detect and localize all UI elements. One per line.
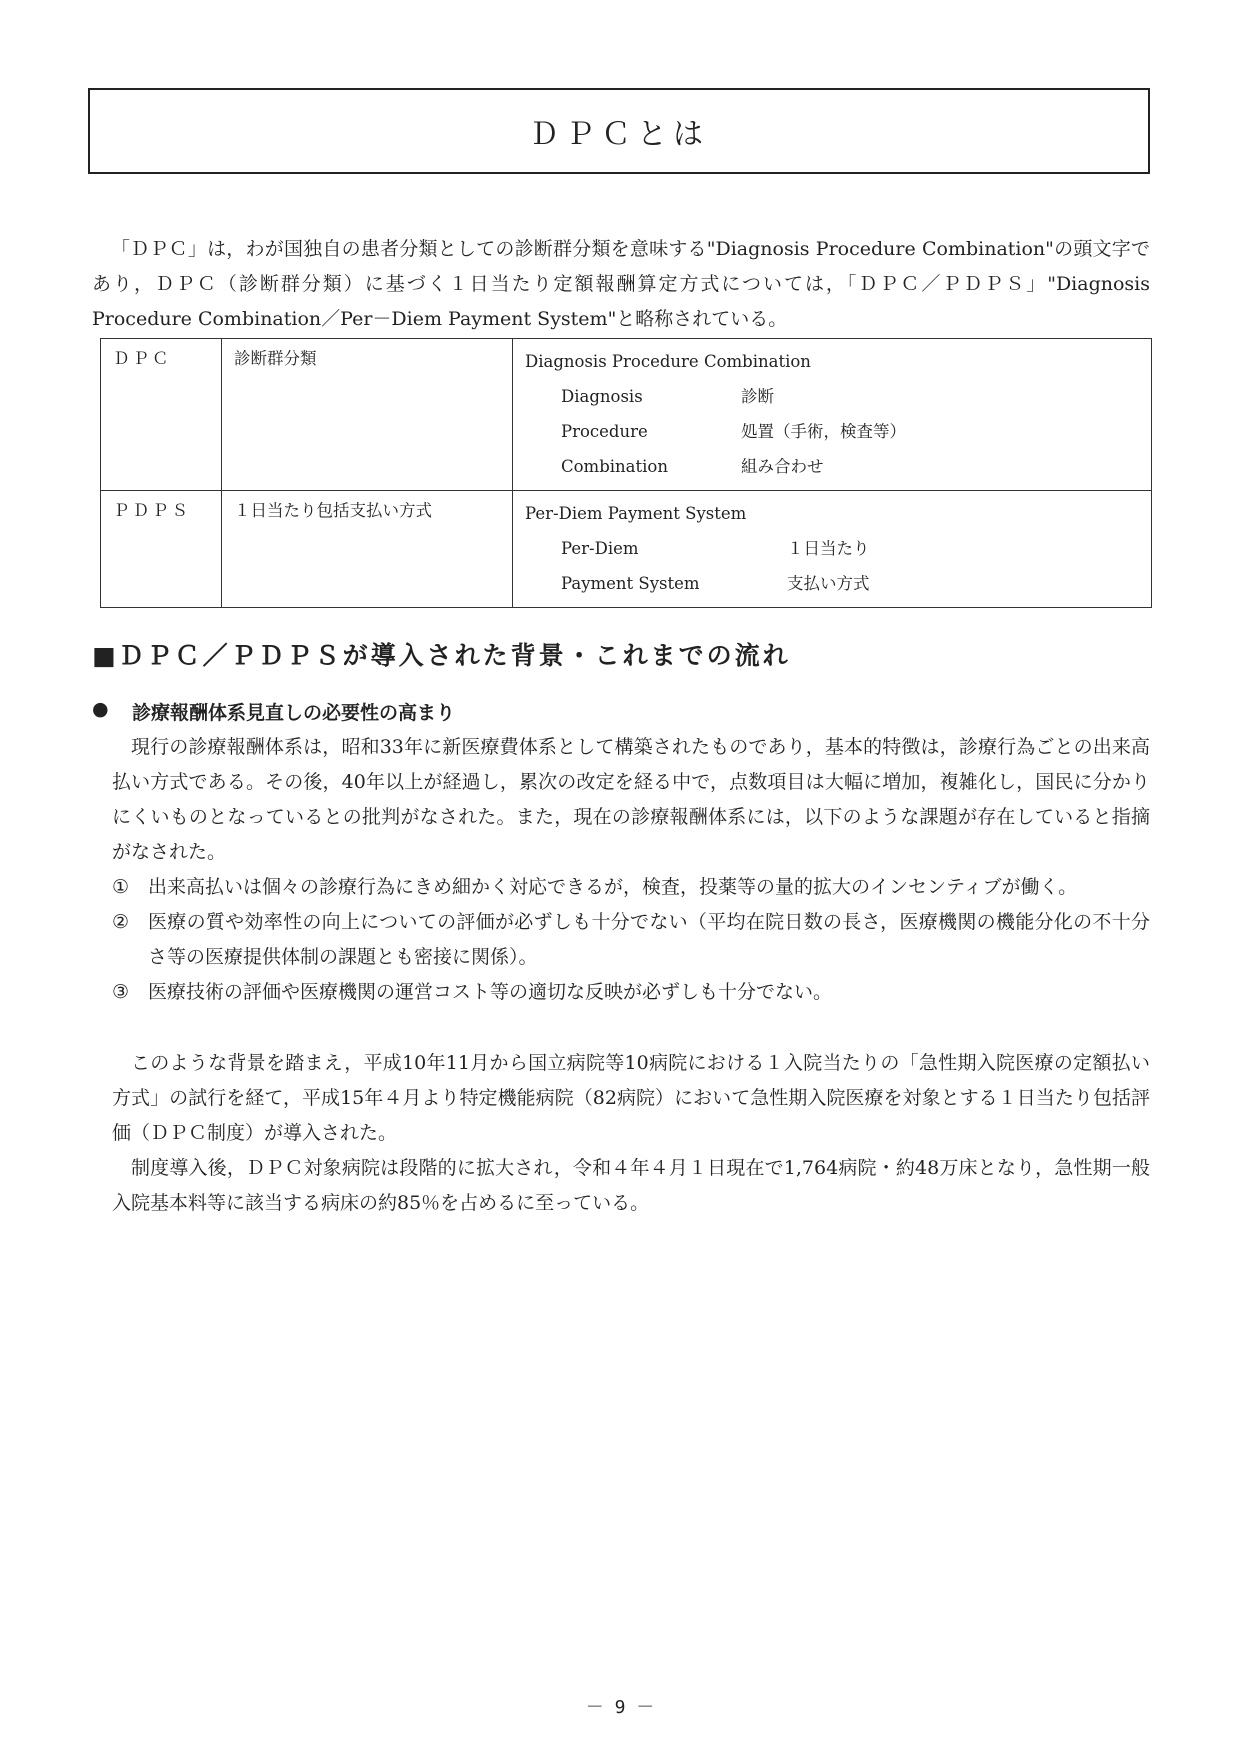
term-part: [561, 449, 1139, 484]
term-part-en: Procedure: [561, 422, 648, 441]
bullet-title: 診療報酬体系見直しの必要性の高まり: [132, 702, 456, 724]
paragraph: このような背景を踏まえ，平成10年11月から国立病院等10病院における１入院当たりの「急性期入院医療の定額払い方式」の試行を経て，平成15年４月より特定機能病院（82病院）において急性期入院医療を対象とする１日当たり包括評価（ＤＰＣ制度）が導入された。: [112, 1052, 1150, 1144]
list-item: [112, 870, 1150, 905]
term-part: [561, 379, 1139, 414]
term-part-ja: 処置（手術，検査等）: [741, 422, 906, 441]
list-item-number: ①: [112, 876, 130, 898]
term-part: [561, 531, 1139, 566]
term-part-ja: 組み合わせ: [741, 457, 824, 476]
page-title-box: [88, 88, 1150, 174]
section-heading: ■ＤＰＣ／ＰＤＰＳが導入された背景・これまでの流れ: [92, 641, 791, 670]
term-part-ja: １日当たり: [787, 539, 870, 558]
term-part-en: Payment System: [561, 574, 700, 593]
term-part-en: Diagnosis: [561, 387, 643, 406]
term-part-en: Combination: [561, 457, 668, 476]
bullet-icon: ●: [92, 698, 109, 720]
paragraph: 現行の診療報酬体系は，昭和33年に新医療費体系として構築されたものであり，基本的特徴は，診療行為ごとの出来高払い方式である。その後，40年以上が経過し，累次の改定を経る中で，点数項目は大幅に増加，複雑化し，国民に分かりにくいものとなっているとの批判がなされた。また，現在の診療報酬体系には，以下のような課題が存在していると指摘がなされた。: [112, 736, 1150, 863]
table-cell-en: [513, 491, 1152, 608]
term-fullname: Diagnosis Procedure Combination: [525, 352, 811, 371]
list-item-text: 出来高払いは個々の診療行為にきめ細かく対応できるが，検査，投薬等の量的拡大のインセンティブが働く。: [148, 876, 1078, 898]
table-cell-ja: １日当たり包括支払い方式: [222, 491, 513, 608]
term-part-ja: 診断: [741, 387, 774, 406]
spacer: [112, 1010, 1150, 1046]
table-cell-abbr: ＰＤＰＳ: [101, 491, 222, 608]
list-item: [112, 975, 1150, 1010]
list-item-text: 医療技術の評価や医療機関の運営コスト等の適切な反映が必ずしも十分でない。: [148, 981, 833, 1003]
table-row: [101, 339, 1152, 491]
term-part: [561, 566, 1139, 601]
term-part-en: Per-Diem: [561, 539, 639, 558]
page-title: ＤＰＣとは: [529, 117, 709, 152]
paragraph: 制度導入後，ＤＰＣ対象病院は段階的に拡大され，令和４年４月１日現在で1,764病院・約48万床となり，急性期一般入院基本料等に該当する病床の約85％を占めるに至っている。: [112, 1157, 1150, 1214]
table-cell-abbr: ＤＰＣ: [101, 339, 222, 491]
bullet-heading: [92, 698, 455, 725]
table-cell-en: [513, 339, 1152, 491]
page-number: － 9 －: [585, 1697, 655, 1718]
list-item-number: ③: [112, 981, 130, 1003]
table-row: [101, 491, 1152, 608]
term-part: [561, 414, 1139, 449]
term-part-ja: 支払い方式: [787, 574, 870, 593]
table-cell-ja: 診断群分類: [222, 339, 513, 491]
terms-table: [100, 338, 1152, 608]
list-item: [112, 905, 1150, 975]
section-body: [112, 730, 1150, 1221]
term-fullname: Per-Diem Payment System: [525, 504, 747, 523]
list-item-number: ②: [112, 911, 130, 933]
list-item-text: 医療の質や効率性の向上についての評価が必ずしも十分でない（平均在院日数の長さ，医療機関の機能分化の不十分さ等の医療提供体制の課題とも密接に関係）。: [148, 911, 1150, 968]
intro-paragraph: 「ＤＰＣ」は，わが国独自の患者分類としての診断群分類を意味する"Diagnosis Procedure Combination"の頭文字であり，ＤＰＣ（診断群分類）に基づく１日当たり定額報酬算定方式については，「ＤＰＣ／ＰＤＰＳ」"Diagnosis Procedure Combination／Per－Diem Payment System"と略称されている。: [92, 238, 1150, 330]
